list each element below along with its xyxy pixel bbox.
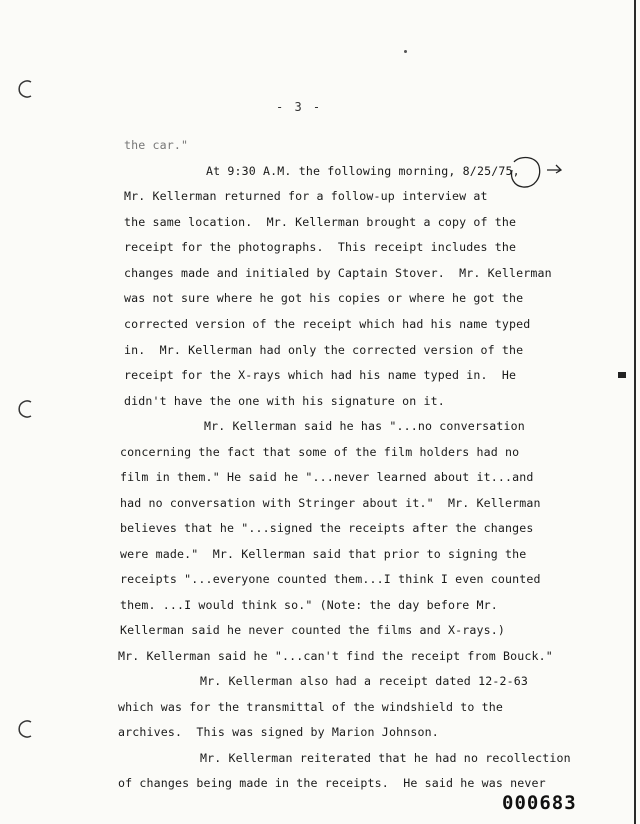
text-line: was not sure where he got his copies or where he got the <box>124 291 524 305</box>
text-line: of changes being made in the receipts. He said he was never <box>118 776 546 790</box>
text-line: were made." Mr. Kellerman said that prior to signing the <box>120 547 527 561</box>
scan-speck <box>404 50 407 53</box>
text-line: didn't have the one with his signature on it. <box>124 394 445 408</box>
text-line: Mr. Kellerman said he has "...no conversation <box>204 419 525 433</box>
text-line: changes made and initialed by Captain Stover. Mr. Kellerman <box>124 266 552 280</box>
punch-hole-icon <box>14 78 36 100</box>
handwritten-arrow-annotation <box>546 162 564 174</box>
page-number: - 3 - <box>276 100 323 114</box>
text-line: Kellerman said he never counted the films and X-rays.) <box>120 623 506 637</box>
text-line: concerning the fact that some of the film holders had no <box>120 445 520 459</box>
margin-mark <box>618 372 626 378</box>
scan-edge-line <box>634 0 636 824</box>
text-line: Mr. Kellerman said he "...can't find the receipt from Bouck." <box>118 649 553 663</box>
text-line: receipts "...everyone counted them...I think I even counted <box>120 572 541 586</box>
handwritten-circle-annotation <box>508 154 542 190</box>
text-line: receipt for the photographs. This receipt includes the <box>124 240 517 254</box>
text-line: Mr. Kellerman reiterated that he had no recollection <box>200 751 571 765</box>
text-line: in. Mr. Kellerman had only the corrected version of the <box>124 343 524 357</box>
text-line: had no conversation with Stringer about it." Mr. Kellerman <box>120 496 541 510</box>
text-line: believes that he "...signed the receipts after the changes <box>120 521 534 535</box>
text-line: the car." <box>124 138 189 152</box>
text-line: Mr. Kellerman also had a receipt dated 12-2-63 <box>200 674 528 688</box>
punch-hole-icon <box>14 398 36 420</box>
text-line: them. ...I would think so." (Note: the day before Mr. <box>120 598 498 612</box>
text-line: the same location. Mr. Kellerman brought a copy of the <box>124 215 517 229</box>
text-line: Mr. Kellerman returned for a follow-up interview at <box>124 189 488 203</box>
bates-number: 000683 <box>502 792 577 814</box>
text-line: film in them." He said he "...never learned about it...and <box>120 470 534 484</box>
text-line: corrected version of the receipt which had his name typed <box>124 317 531 331</box>
text-line: At 9:30 A.M. the following morning, 8/25/75, <box>206 164 520 178</box>
text-line: receipt for the X-rays which had his name typed in. He <box>124 368 517 382</box>
text-line: which was for the transmittal of the windshield to the <box>118 700 504 714</box>
punch-hole-icon <box>14 718 36 740</box>
text-line: archives. This was signed by Marion Johnson. <box>118 725 439 739</box>
